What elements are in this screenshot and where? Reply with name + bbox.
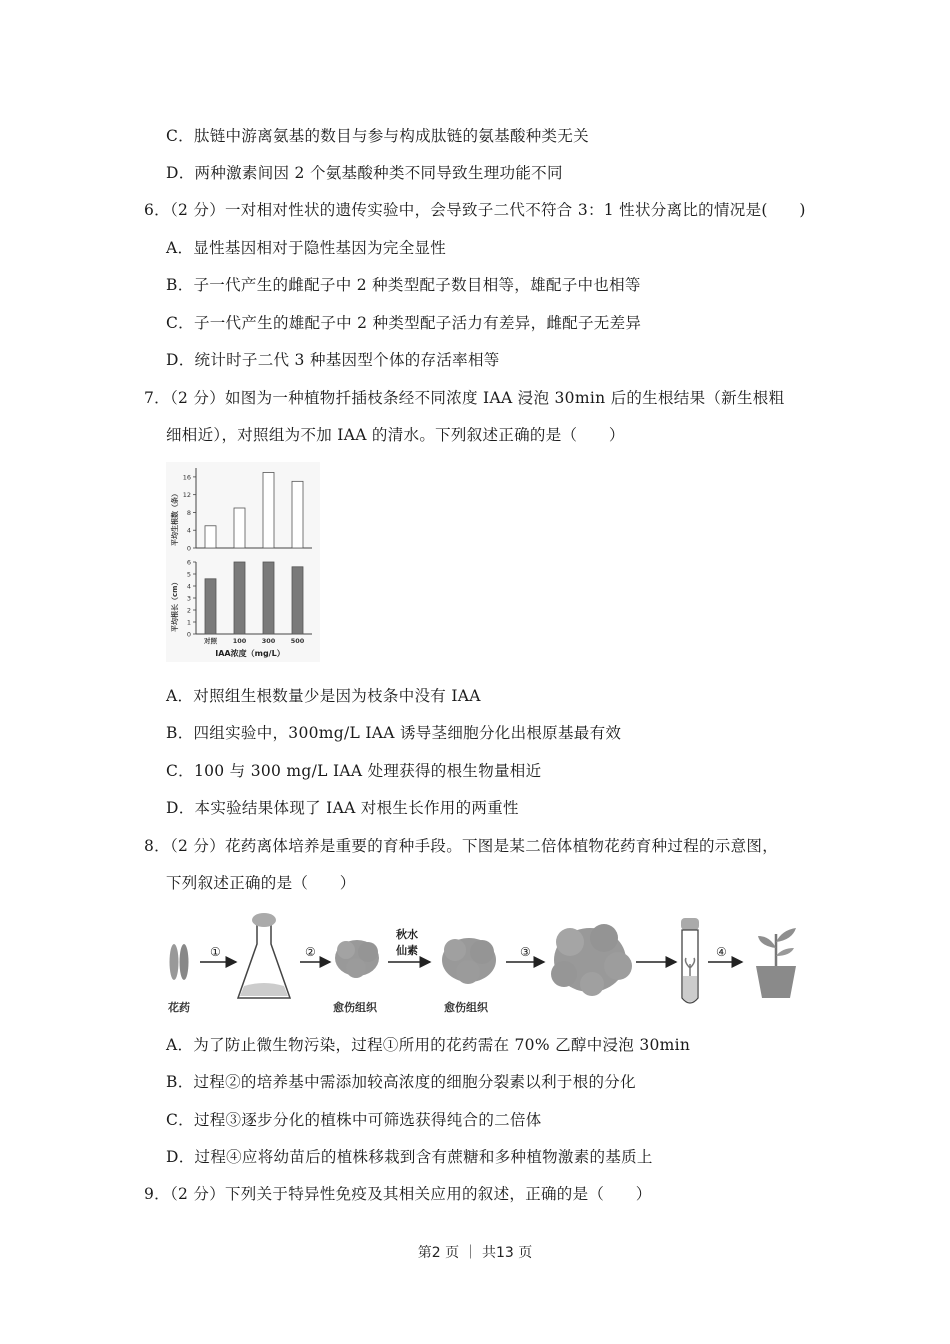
bar: [234, 508, 245, 548]
y-tick-label: 12: [182, 491, 191, 500]
callus1-label: 愈伤组织: [333, 1001, 377, 1014]
potted-plant-icon: [756, 928, 796, 998]
q7-option-d: D．本实验结果体现了 IAA 对根生长作用的两重性: [166, 799, 519, 817]
q7-option-b: B．四组实验中，300mg/L IAA 诱导茎细胞分化出根原基最有效: [166, 724, 622, 742]
q6-option-c: C．子一代产生的雄配子中 2 种类型配子活力有差异，雌配子无差异: [166, 314, 642, 332]
bar: [205, 579, 216, 634]
x-tick-label: 100: [232, 637, 247, 645]
q9-stem: 9．（2 分）下列关于特异性免疫及其相关应用的叙述，正确的是（ ）: [144, 1185, 652, 1203]
y-axis-label: 平均生根数（条）: [171, 490, 179, 546]
q7-stem-line2: 细相近），对照组为不加 IAA 的清水。下列叙述正确的是（ ）: [166, 426, 625, 444]
colchicine-label-2: 仙素: [396, 944, 418, 957]
y-tick-label: 1: [186, 618, 191, 627]
test-tube-icon: [681, 918, 699, 1003]
y-tick-label: 0: [186, 544, 191, 553]
y-tick-label: 8: [186, 508, 191, 517]
q8-option-b: B．过程②的培养基中需添加较高浓度的细胞分裂素以利于根的分化: [166, 1073, 636, 1091]
q6-stem: 6．（2 分）一对相对性状的遗传实验中，会导致子二代不符合 3：1 性状分离比的情况是( ): [144, 201, 806, 219]
y-tick-label: 0: [186, 630, 191, 639]
q8-option-c: C．过程③逐步分化的植株中可筛选获得纯合的二倍体: [166, 1111, 542, 1129]
anther-icon: [170, 944, 189, 980]
q8-option-a: A．为了防止微生物污染，过程①所用的花药需在 70% 乙醇中浸泡 30min: [166, 1036, 691, 1054]
y-tick-label: 16: [182, 473, 191, 482]
y-tick-label: 2: [186, 606, 191, 615]
q8-option-d: D．过程④应将幼苗后的植株移栽到含有蔗糖和多种植物激素的基质上: [166, 1148, 653, 1166]
y-tick-label: 5: [186, 570, 191, 579]
q5-option-d: D．两种激素间因 2 个氨基酸种类不同导致生理功能不同: [166, 164, 563, 182]
bar: [263, 562, 274, 634]
q7-option-c: C．100 与 300 mg/L IAA 处理获得的根生物量相近: [166, 762, 542, 780]
plantlet-cluster-icon: [551, 924, 632, 996]
callus-icon-2: [442, 938, 496, 984]
y-tick-label: 4: [186, 582, 191, 591]
step3-label: ③: [520, 945, 531, 959]
q8-stem-line2: 下列叙述正确的是（ ）: [166, 874, 356, 892]
iaa-bar-chart: [166, 462, 320, 662]
anther-culture-diagram: [160, 912, 810, 1016]
bar: [292, 567, 303, 634]
step2-label: ②: [305, 945, 316, 959]
anther-label: 花药: [168, 1001, 190, 1014]
root-length-chart: [170, 559, 312, 659]
page-footer: 第2 页 ｜ 共13 页: [417, 1245, 533, 1261]
y-tick-label: 4: [186, 526, 191, 535]
step1-label: ①: [210, 945, 221, 959]
y-tick-label: 3: [186, 594, 191, 603]
q6-option-a: A．显性基因相对于隐性基因为完全显性: [166, 239, 447, 257]
y-tick-label: 6: [186, 558, 191, 567]
x-tick-label: 300: [261, 637, 276, 645]
culture-flask-icon: [238, 913, 290, 998]
colchicine-label-1: 秋水: [396, 928, 418, 941]
bar: [292, 481, 303, 548]
q7-option-a: A．对照组生根数量少是因为枝条中没有 IAA: [166, 687, 481, 705]
root-count-chart: [170, 468, 312, 553]
bar: [263, 472, 274, 548]
callus-icon-1: [335, 940, 379, 978]
q5-option-c: C．肽链中游离氨基的数目与参与构成肽链的氨基酸种类无关: [166, 127, 589, 145]
x-tick-label: 500: [290, 637, 305, 645]
y-axis-label: 平均根长（cm）: [171, 578, 179, 632]
q8-stem-line1: 8．（2 分）花药离体培养是重要的育种手段。下图是某二倍体植物花药育种过程的示意图，: [144, 837, 779, 855]
step4-label: ④: [716, 945, 727, 959]
q6-option-d: D．统计时子二代 3 种基因型个体的存活率相等: [166, 351, 500, 369]
q7-stem-line1: 7．（2 分）如图为一种植物扦插枝条经不同浓度 IAA 浸泡 30min 后的生根结果（新生根粗: [144, 389, 785, 407]
x-axis-label: IAA浓度（mg/L）: [215, 649, 285, 658]
bar: [205, 526, 216, 548]
q6-option-b: B．子一代产生的雌配子中 2 种类型配子数目相等，雄配子中也相等: [166, 276, 641, 294]
x-tick-label: 对照: [204, 637, 217, 645]
bar: [234, 562, 245, 634]
callus2-label: 愈伤组织: [444, 1001, 488, 1014]
